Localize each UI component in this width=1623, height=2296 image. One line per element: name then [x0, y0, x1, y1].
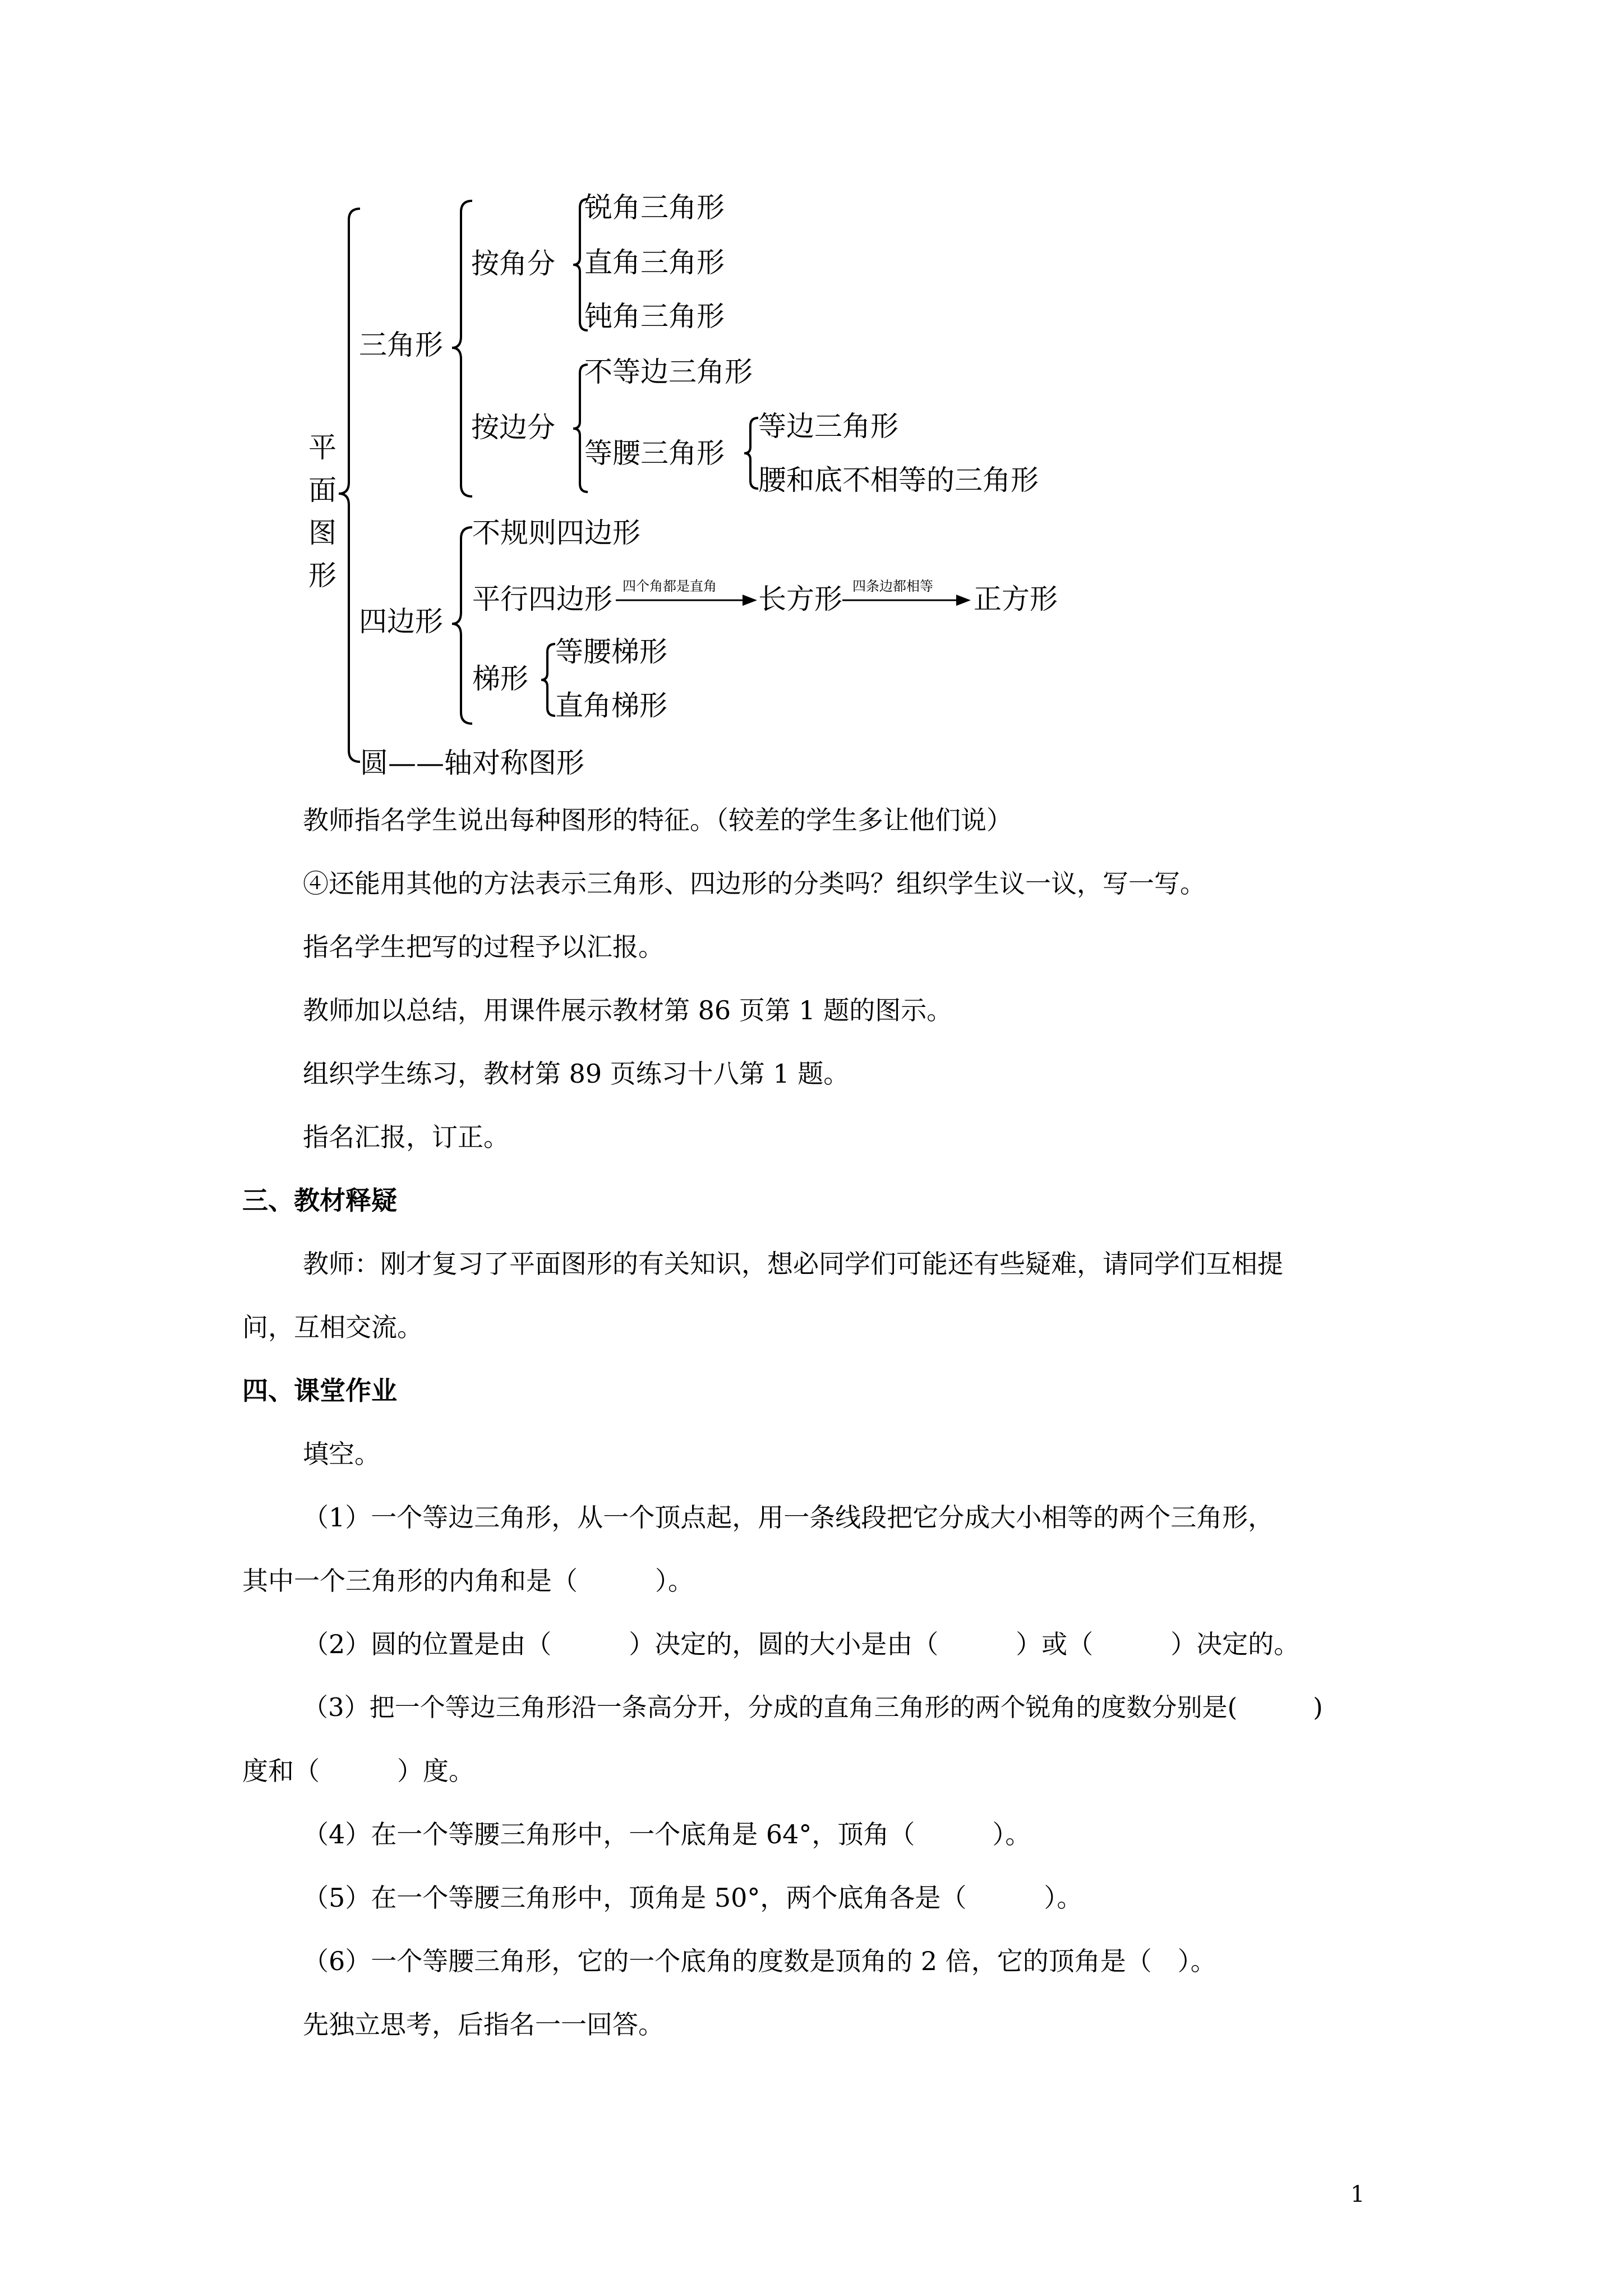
- triangle-brace: [452, 201, 472, 496]
- root-brace: [339, 209, 360, 762]
- triangle-label: 三角形: [359, 329, 443, 361]
- arrow-head-2: [956, 595, 971, 606]
- exercise-intro: 填空。: [303, 1439, 380, 1469]
- right-triangle: 直角三角形: [584, 246, 725, 279]
- isosceles-triangle: 等腰三角形: [584, 437, 725, 470]
- arrow-head-1: [743, 595, 757, 606]
- question-3-line-1: （3）把一个等边三角形沿一条高分开，分成的直角三角形的两个锐角的度数分别是( ): [303, 1692, 1323, 1722]
- scalene-triangle: 不等边三角形: [584, 356, 753, 388]
- trapezoid-brace: [541, 644, 555, 716]
- isosceles-trapezoid: 等腰梯形: [555, 636, 667, 668]
- by-side-label: 按边分: [471, 411, 555, 444]
- tree-root-label: [306, 426, 339, 597]
- section3-line-2: 问，互相交流。: [242, 1312, 423, 1342]
- question-6: （6）一个等腰三角形，它的一个底角的度数是顶角的 2 倍，它的顶角是（ ）。: [303, 1946, 1216, 1976]
- arrow-label-right-angles: 四个角都是直角: [623, 578, 717, 594]
- arrow-label-equal-sides: 四条边都相等: [852, 578, 933, 594]
- trapezoid-label: 梯形: [472, 662, 528, 695]
- acute-triangle: 锐角三角形: [584, 191, 725, 224]
- isosceles-brace: [744, 418, 758, 489]
- obtuse-triangle: 钝角三角形: [584, 300, 725, 333]
- equilateral-triangle: 等边三角形: [758, 410, 898, 443]
- quadrilateral-label: 四边形: [359, 605, 443, 638]
- rectangle: 长方形: [758, 583, 842, 615]
- square: 正方形: [974, 583, 1058, 615]
- paragraph: 教师加以总结，用课件展示教材第 86 页第 1 题的图示。: [303, 995, 953, 1025]
- question-4: （4）在一个等腰三角形中，一个底角是 64°，顶角（ ）。: [303, 1819, 1031, 1849]
- parallelogram: 平行四边形: [472, 583, 612, 615]
- circle-line: 圆——轴对称图形: [360, 747, 584, 779]
- paragraph: 指名学生把写的过程予以汇报。: [303, 932, 664, 962]
- section-heading-3: 三、教材释疑: [242, 1185, 397, 1216]
- question-2: （2）圆的位置是由（ ）决定的，圆的大小是由（ ）或（ ）决定的。: [303, 1629, 1300, 1659]
- irregular-quadrilateral: 不规则四边形: [472, 517, 640, 549]
- paragraph: ④还能用其他的方法表示三角形、四边形的分类吗？组织学生议一议，写一写。: [303, 868, 1206, 899]
- question-1-line-2: 其中一个三角形的内角和是（ ）。: [242, 1566, 694, 1596]
- section3-line-1: 教师：刚才复习了平面图形的有关知识，想必同学们可能还有些疑难，请同学们互相提: [303, 1249, 1283, 1279]
- question-3-line-2: 度和（ ）度。: [242, 1756, 474, 1786]
- section-heading-4: 四、课堂作业: [242, 1375, 397, 1406]
- by-angle-label: 按角分: [471, 247, 555, 280]
- question-5: （5）在一个等腰三角形中，顶角是 50°，两个底角各是（ ）。: [303, 1883, 1083, 1913]
- closing-instruction: 先独立思考，后指名一一回答。: [303, 2009, 664, 2040]
- paragraph: 指名汇报，订正。: [303, 1122, 509, 1152]
- paragraph: 组织学生练习，教材第 89 页练习十八第 1 题。: [303, 1059, 850, 1089]
- tree-root-text: 平面图形: [308, 431, 336, 592]
- question-1-line-1: （1）一个等边三角形，从一个顶点起，用一条线段把它分成大小相等的两个三角形，: [303, 1502, 1274, 1533]
- right-trapezoid: 直角梯形: [555, 689, 667, 722]
- page-number: 1: [1350, 2182, 1365, 2207]
- non-equilateral-isosceles: 腰和底不相等的三角形: [758, 464, 1039, 496]
- paragraph: 教师指名学生说出每种图形的特征。（较差的学生多让他们说）: [303, 805, 1012, 835]
- quadrilateral-brace: [452, 527, 472, 724]
